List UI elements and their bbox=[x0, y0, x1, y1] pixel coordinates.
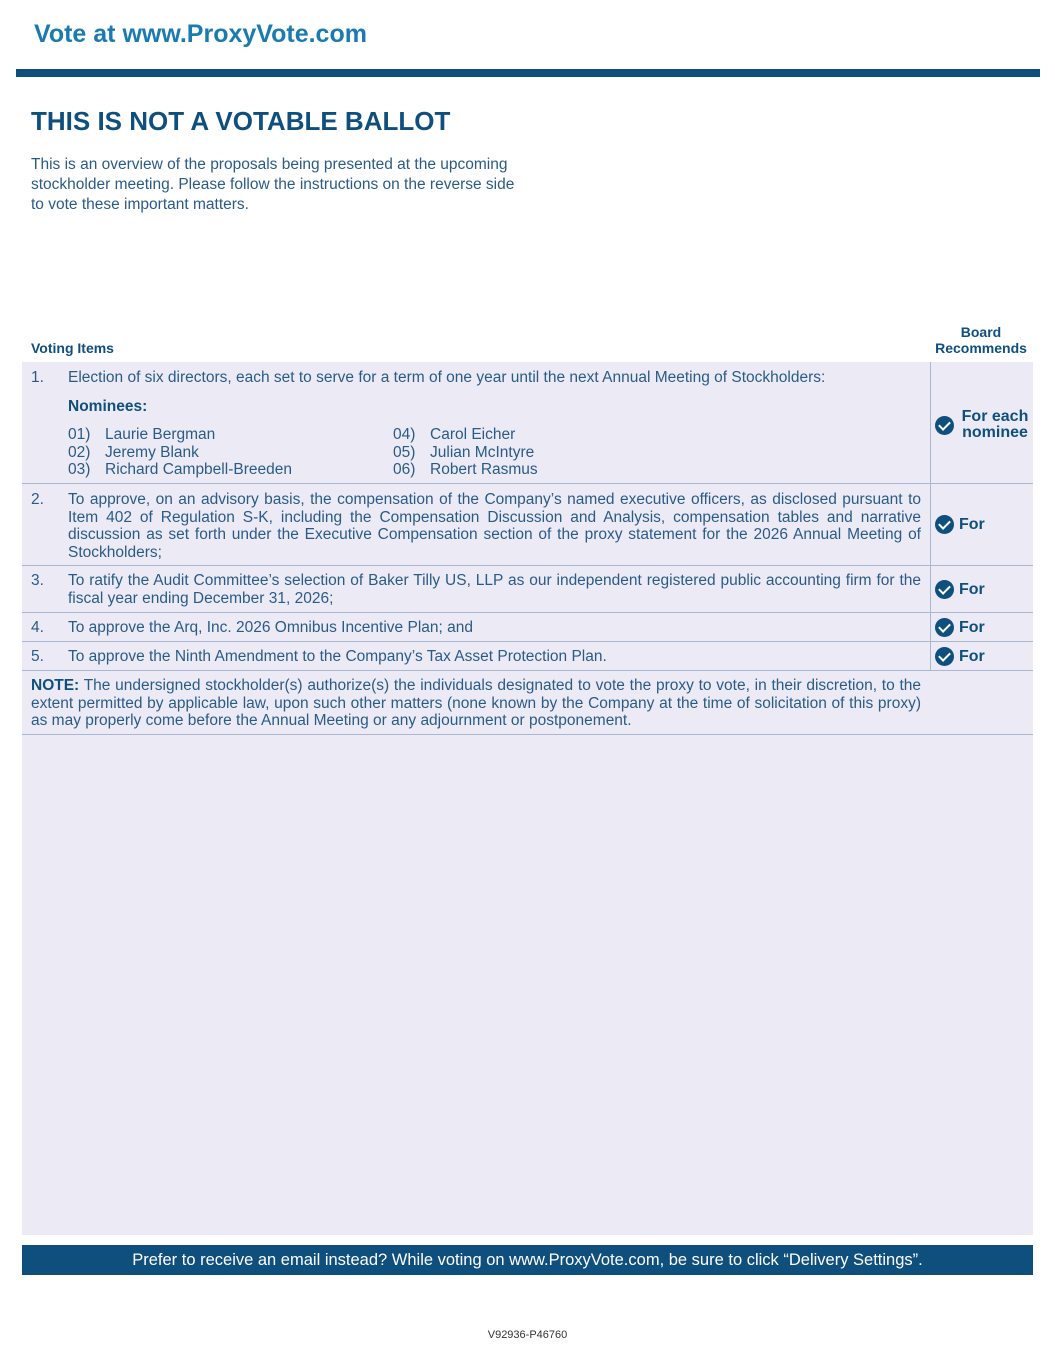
item-number: 1. bbox=[31, 369, 44, 386]
voting-item-2 bbox=[22, 484, 1033, 566]
nominee: 04) Carol Eicher bbox=[393, 426, 516, 443]
check-circle-icon bbox=[935, 580, 954, 599]
check-circle-icon bbox=[935, 515, 954, 534]
recommendation-cell bbox=[930, 484, 1033, 565]
recommendation-cell bbox=[930, 642, 1033, 670]
site-header-title: Vote at www.ProxyVote.com bbox=[34, 20, 367, 48]
item-number: 3. bbox=[31, 572, 44, 589]
voting-item-3 bbox=[22, 566, 1033, 613]
recommendation-label: For bbox=[959, 647, 985, 665]
nominee: 02) Jeremy Blank bbox=[68, 443, 199, 461]
check-circle-icon bbox=[935, 647, 954, 666]
nominees-heading: Nominees: bbox=[68, 398, 148, 415]
check-circle-icon bbox=[935, 618, 954, 637]
document-id: V92936-P46760 bbox=[487, 1329, 568, 1341]
recommendation-label: For each nominee bbox=[961, 408, 1029, 441]
voting-item-4 bbox=[22, 613, 1033, 642]
note-text bbox=[31, 677, 921, 730]
recommendation-label: For bbox=[959, 515, 985, 533]
note-label: NOTE: bbox=[31, 677, 80, 694]
item-text: To approve the Arq, Inc. 2026 Omnibus Incentive Plan; and bbox=[68, 619, 473, 636]
recommendation-cell bbox=[930, 362, 1033, 483]
item-text: To approve, on an advisory basis, the compensation of the Company’s named executive officers, as disclosed pursuant to Item 402 of Regulation S-K, including the Compensation Discussion and Analysis, compensation tables and narrative discussion as set forth under the Executive Compensation section of the proxy statement for the 2026 Annual Meeting of Stockholders; bbox=[68, 491, 921, 561]
page-title: THIS IS NOT A VOTABLE BALLOT bbox=[31, 106, 451, 136]
nominee: 01) Laurie Bergman bbox=[68, 426, 216, 443]
note-row bbox=[22, 671, 1033, 735]
item-number: 4. bbox=[31, 619, 44, 636]
item-text: To ratify the Audit Committee’s selection of Baker Tilly US, LLP as our independent registered public accounting firm for the fiscal year ending December 31, 2026; bbox=[68, 572, 921, 607]
voting-item-5 bbox=[22, 642, 1033, 671]
voting-item-1 bbox=[22, 362, 1033, 484]
item-number: 5. bbox=[31, 648, 44, 665]
nominee: 05) Julian McIntyre bbox=[393, 443, 535, 461]
recommendation-label: For bbox=[959, 580, 985, 598]
recommendation-label: For bbox=[959, 618, 985, 636]
voting-items-header: Voting Items bbox=[31, 340, 114, 356]
note-body: The undersigned stockholder(s) authorize(s) the individuals designated to vote the proxy to vote, in their discretion, to the extent permitted by applicable law, upon such other matters (none known by the Company at the time of solicitation of this proxy) as may properly come before the Annual Meeting or any adjournment or postponement. bbox=[31, 677, 921, 729]
header-rule bbox=[16, 69, 1040, 77]
item-text: Election of six directors, each set to serve for a term of one year until the next Annual Meeting of Stockholders: bbox=[68, 369, 826, 386]
recommendation-cell bbox=[930, 566, 1033, 612]
email-delivery-banner: Prefer to receive an email instead? While voting on www.ProxyVote.com, be sure to click “Delivery Settings”. bbox=[22, 1245, 1033, 1275]
voting-table bbox=[22, 362, 1033, 1235]
item-number: 2. bbox=[31, 491, 44, 508]
check-circle-icon bbox=[935, 416, 954, 435]
intro-paragraph: This is an overview of the proposals being presented at the upcoming stockholder meeting. Please follow the instructions on the reverse side to vote these important matters. bbox=[31, 156, 515, 213]
nominee: 06) Robert Rasmus bbox=[393, 461, 538, 478]
item-text: To approve the Ninth Amendment to the Company’s Tax Asset Protection Plan. bbox=[68, 648, 607, 665]
nominee: 03) Richard Campbell-Breeden bbox=[68, 461, 292, 478]
board-recommends-header: Board Recommends bbox=[935, 324, 1027, 356]
recommendation-cell bbox=[930, 613, 1033, 641]
